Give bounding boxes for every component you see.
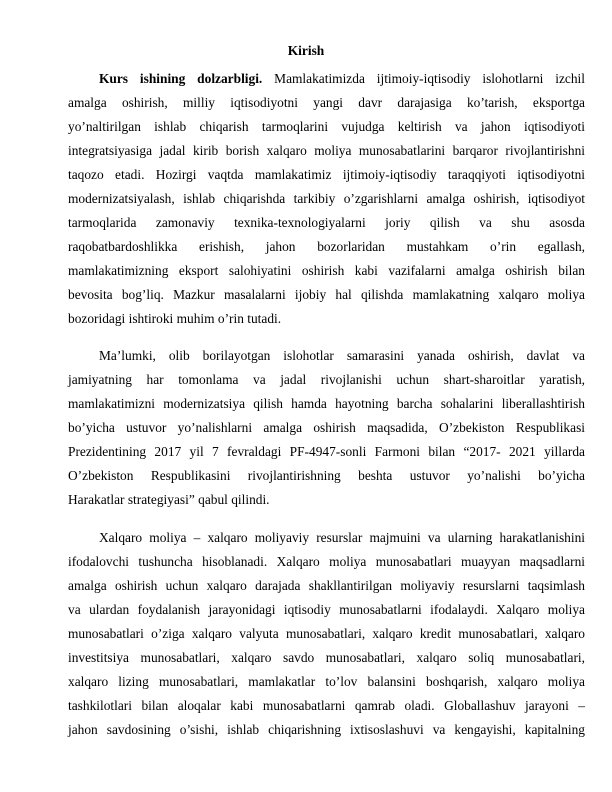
paragraph-line: amalga oshirish, milliy iqtisodiyotni yangi davr darajasiga ko’tarish, eksportga xyxy=(68,95,585,110)
paragraph-line: Harakatlar strategiyasi” qabul qilindi. xyxy=(68,492,270,507)
paragraph-line: munosabatlari o’ziga xalqaro valyuta munosabatlari, xalqaro kredit munosabatlari, xalqaro xyxy=(68,626,585,641)
paragraph-line: ifodalovchi tushuncha hisoblanadi. Xalqaro moliya munosabatlari muayyan maqsadlarni xyxy=(68,554,585,569)
paragraph-line: raqobatbardoshlikka erishish, jahon bozorlaridan mustahkam o’rin egallash, xyxy=(68,239,585,254)
paragraph-line: bo’yicha ustuvor yo’nalishlarni amalga oshirish maqsadida, O’zbekiston Respublikasi xyxy=(68,420,585,435)
paragraph-line: Xalqaro moliya – xalqaro moliyaviy resurslar majmuini va ularning harakatlanishini xyxy=(99,530,585,545)
paragraph-line: va ulardan foydalanish jarayonidagi iqtisodiy munosabatlarni ifodalaydi. Xalqaro moliya xyxy=(68,602,585,617)
page-title: Kirish xyxy=(287,43,325,58)
paragraph-line: amalga oshirish uchun xalqaro darajada shakllantirilgan moliyaviy resurslarni taqsimlash xyxy=(68,578,585,593)
section-lead: Kurs ishining dolzarbligi. xyxy=(99,71,263,86)
paragraph-line: xalqaro lizing munosabatlari, mamlakatlar to’lov balansini boshqarish, xalqaro moliya xyxy=(68,674,585,689)
paragraph-line: yo’naltirilgan ishlab chiqarish tarmoqlarini vujudga keltirish va jahon iqtisodiyoti xyxy=(68,119,585,134)
paragraph-line: bevosita bog’liq. Mazkur masalalarni ijobiy hal qilishda mamlakatning xalqaro moliya xyxy=(68,287,585,302)
paragraph-line: jamiyatning har tomonlama va jadal rivojlanishi uchun shart-sharoitlar yaratish, xyxy=(68,372,585,387)
paragraph-line: tashkilotlari bilan aloqalar kabi munosabatlarni qamrab oladi. Globallashuv jarayoni – xyxy=(68,698,585,713)
paragraph-line: Ma’lumki, olib borilayotgan islohotlar samarasini yanada oshirish, davlat va xyxy=(99,348,585,363)
paragraph-line: modernizatsiyalash, ishlab chiqarishda tarkibiy o’zgarishlarni amalga oshirish, iqtisodiyot xyxy=(68,191,585,206)
paragraph-line: taqozo etadi. Hozirgi vaqtda mamlakatimiz ijtimoiy-iqtisodiy taraqqiyoti iqtisodiyotni xyxy=(68,167,585,182)
paragraph-line: jahon savdosining o’sishi, ishlab chiqarishning ixtisoslashuvi va kengayishi, kapitalning xyxy=(68,722,585,737)
paragraph-line: mamlakatimizning eksport salohiyatini oshirish kabi vazifalarni amalga oshirish bilan xyxy=(68,263,585,278)
paragraph-line: investitsiya munosabatlari, xalqaro savdo munosabatlari, xalqaro soliq munosabatlari, xyxy=(68,650,585,665)
paragraph-line: bozoridagi ishtiroki muhim o’rin tutadi. xyxy=(68,311,282,326)
paragraph-line: mamlakatimizni modernizatsiya qilish hamda hayotning barcha sohalarini liberallashtirish xyxy=(68,396,585,411)
paragraph-line: Prezidentining 2017 yil 7 fevraldagi PF-4947-sonli Farmoni bilan “2017- 2021 yillarda xyxy=(68,444,585,459)
paragraph-line: tarmoqlarida zamonaviy texnika-texnologiyalarni joriy qilish va shu asosda xyxy=(68,215,585,230)
paragraph-line: O’zbekiston Respublikasini rivojlantirishning beshta ustuvor yo’nalishi bo’yicha xyxy=(68,468,585,483)
paragraph-line: Kurs ishining dolzarbligi. Mamlakatimizda ijtimoiy-iqtisodiy islohotlarni izchil xyxy=(99,71,585,86)
paragraph-line: integratsiyasiga jadal kirib borish xalqaro moliya munosabatlarini barqaror rivojlantirishni xyxy=(68,143,585,158)
